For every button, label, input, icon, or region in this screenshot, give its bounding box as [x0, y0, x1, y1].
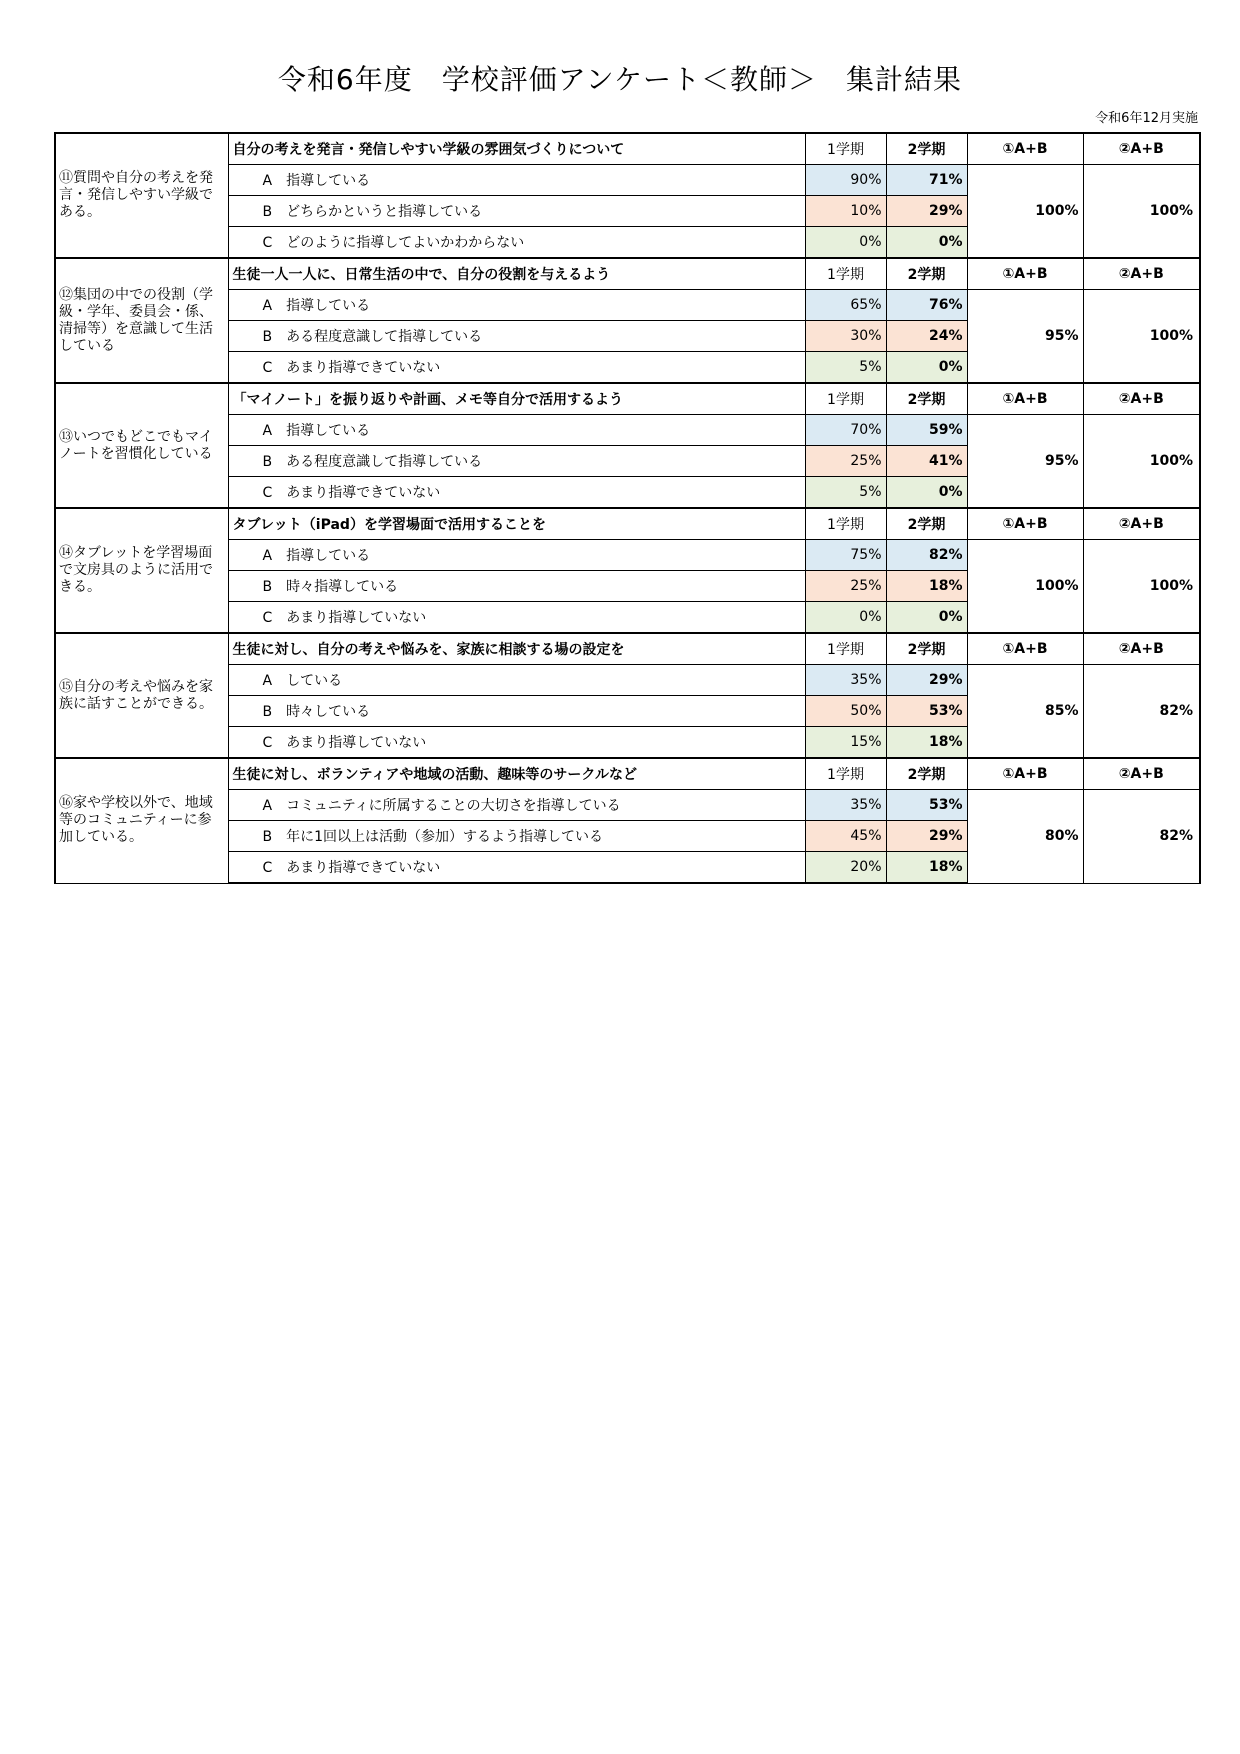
ab1-total: 100%	[967, 165, 1083, 259]
ab1-label: ①A+B	[967, 508, 1083, 540]
term2-value: 29%	[886, 196, 967, 227]
section-heading: 生徒に対し、自分の考えや悩みを、家族に相談する場の設定を	[228, 633, 805, 665]
term2-value: 29%	[886, 821, 967, 852]
term2-value: 0%	[886, 227, 967, 259]
option-label: A 指導している	[228, 540, 805, 571]
ab2-total: 100%	[1083, 290, 1200, 384]
term2-value: 18%	[886, 852, 967, 884]
question-text: ⑬いつでもどこでもマイノートを習慣化している	[55, 383, 228, 508]
ab2-label: ②A+B	[1083, 508, 1200, 540]
term1-value: 35%	[805, 665, 886, 696]
option-label: C あまり指導できていない	[228, 477, 805, 509]
term1-value: 10%	[805, 196, 886, 227]
ab1-label: ①A+B	[967, 258, 1083, 290]
ab1-label: ①A+B	[967, 633, 1083, 665]
term1-value: 0%	[805, 227, 886, 259]
section-heading: 自分の考えを発言・発信しやすい学級の雰囲気づくりについて	[228, 133, 805, 165]
term2-value: 0%	[886, 352, 967, 384]
ab1-label: ①A+B	[967, 383, 1083, 415]
option-label: A 指導している	[228, 415, 805, 446]
section-heading: 生徒に対し、ボランティアや地域の活動、趣味等のサークルなど	[228, 758, 805, 790]
term1-value: 35%	[805, 790, 886, 821]
term1-value: 45%	[805, 821, 886, 852]
term2-label: 2学期	[886, 383, 967, 415]
term1-value: 5%	[805, 477, 886, 509]
ab2-total: 100%	[1083, 540, 1200, 634]
term1-value: 20%	[805, 852, 886, 884]
term2-value: 18%	[886, 571, 967, 602]
term2-label: 2学期	[886, 633, 967, 665]
section-header-row	[55, 133, 1200, 165]
term1-label: 1学期	[805, 383, 886, 415]
section-header-row	[55, 383, 1200, 415]
term2-label: 2学期	[886, 133, 967, 165]
term1-value: 0%	[805, 602, 886, 634]
option-label: C あまり指導できていない	[228, 852, 805, 884]
ab2-total: 82%	[1083, 790, 1200, 884]
option-label: A 指導している	[228, 290, 805, 321]
ab1-label: ①A+B	[967, 758, 1083, 790]
option-label: B 年に1回以上は活動（参加）するよう指導している	[228, 821, 805, 852]
ab2-label: ②A+B	[1083, 758, 1200, 790]
option-label: B 時々している	[228, 696, 805, 727]
term2-value: 59%	[886, 415, 967, 446]
question-text: ⑭タブレットを学習場面で文房具のように活用できる。	[55, 508, 228, 633]
term1-value: 5%	[805, 352, 886, 384]
term2-value: 0%	[886, 602, 967, 634]
term1-value: 65%	[805, 290, 886, 321]
option-label: B ある程度意識して指導している	[228, 321, 805, 352]
survey-date: 令和6年12月実施	[1095, 111, 1198, 126]
section-header-row	[55, 258, 1200, 290]
option-label: A 指導している	[228, 165, 805, 196]
term2-value: 76%	[886, 290, 967, 321]
section-heading: タブレット（iPad）を学習場面で活用することを	[228, 508, 805, 540]
section-heading: 生徒一人一人に、日常生活の中で、自分の役割を与えるよう	[228, 258, 805, 290]
term2-value: 53%	[886, 790, 967, 821]
option-label: A している	[228, 665, 805, 696]
term1-label: 1学期	[805, 758, 886, 790]
term2-label: 2学期	[886, 758, 967, 790]
term1-value: 70%	[805, 415, 886, 446]
term2-value: 41%	[886, 446, 967, 477]
term2-label: 2学期	[886, 258, 967, 290]
term1-label: 1学期	[805, 633, 886, 665]
ab2-label: ②A+B	[1083, 633, 1200, 665]
page-title: 令和6年度 学校評価アンケート＜教師＞ 集計結果	[277, 63, 963, 96]
term1-value: 50%	[805, 696, 886, 727]
option-label: C あまり指導していない	[228, 727, 805, 759]
term1-value: 25%	[805, 446, 886, 477]
option-label: A コミュニティに所属することの大切さを指導している	[228, 790, 805, 821]
question-text: ⑪質問や自分の考えを発言・発信しやすい学級である。	[55, 133, 228, 258]
section-header-row	[55, 508, 1200, 540]
ab2-label: ②A+B	[1083, 383, 1200, 415]
term2-label: 2学期	[886, 508, 967, 540]
option-label: C どのように指導してよいかわからない	[228, 227, 805, 259]
option-label: B ある程度意識して指導している	[228, 446, 805, 477]
term1-label: 1学期	[805, 133, 886, 165]
ab2-label: ②A+B	[1083, 258, 1200, 290]
term2-value: 71%	[886, 165, 967, 196]
ab1-total: 95%	[967, 415, 1083, 509]
term1-value: 15%	[805, 727, 886, 759]
option-label: B 時々指導している	[228, 571, 805, 602]
survey-results-table	[54, 132, 1201, 884]
term2-value: 0%	[886, 477, 967, 509]
ab1-total: 85%	[967, 665, 1083, 759]
term2-value: 18%	[886, 727, 967, 759]
section-heading: 「マイノート」を振り返りや計画、メモ等自分で活用するよう	[228, 383, 805, 415]
term2-value: 29%	[886, 665, 967, 696]
ab2-total: 100%	[1083, 415, 1200, 509]
option-label: C あまり指導できていない	[228, 352, 805, 384]
option-label: C あまり指導していない	[228, 602, 805, 634]
ab1-label: ①A+B	[967, 133, 1083, 165]
ab1-total: 95%	[967, 290, 1083, 384]
term1-label: 1学期	[805, 508, 886, 540]
section-header-row	[55, 633, 1200, 665]
question-text: ⑯家や学校以外で、地域等のコミュニティーに参加している。	[55, 758, 228, 883]
question-text: ⑫集団の中での役割（学級・学年、委員会・係、清掃等）を意識して生活している	[55, 258, 228, 383]
option-label: B どちらかというと指導している	[228, 196, 805, 227]
ab1-total: 80%	[967, 790, 1083, 884]
term2-value: 53%	[886, 696, 967, 727]
term1-value: 25%	[805, 571, 886, 602]
ab1-total: 100%	[967, 540, 1083, 634]
term2-value: 82%	[886, 540, 967, 571]
term2-value: 24%	[886, 321, 967, 352]
ab2-label: ②A+B	[1083, 133, 1200, 165]
term1-value: 75%	[805, 540, 886, 571]
question-text: ⑮自分の考えや悩みを家族に話すことができる。	[55, 633, 228, 758]
ab2-total: 100%	[1083, 165, 1200, 259]
ab2-total: 82%	[1083, 665, 1200, 759]
section-header-row	[55, 758, 1200, 790]
term1-label: 1学期	[805, 258, 886, 290]
term1-value: 30%	[805, 321, 886, 352]
term1-value: 90%	[805, 165, 886, 196]
